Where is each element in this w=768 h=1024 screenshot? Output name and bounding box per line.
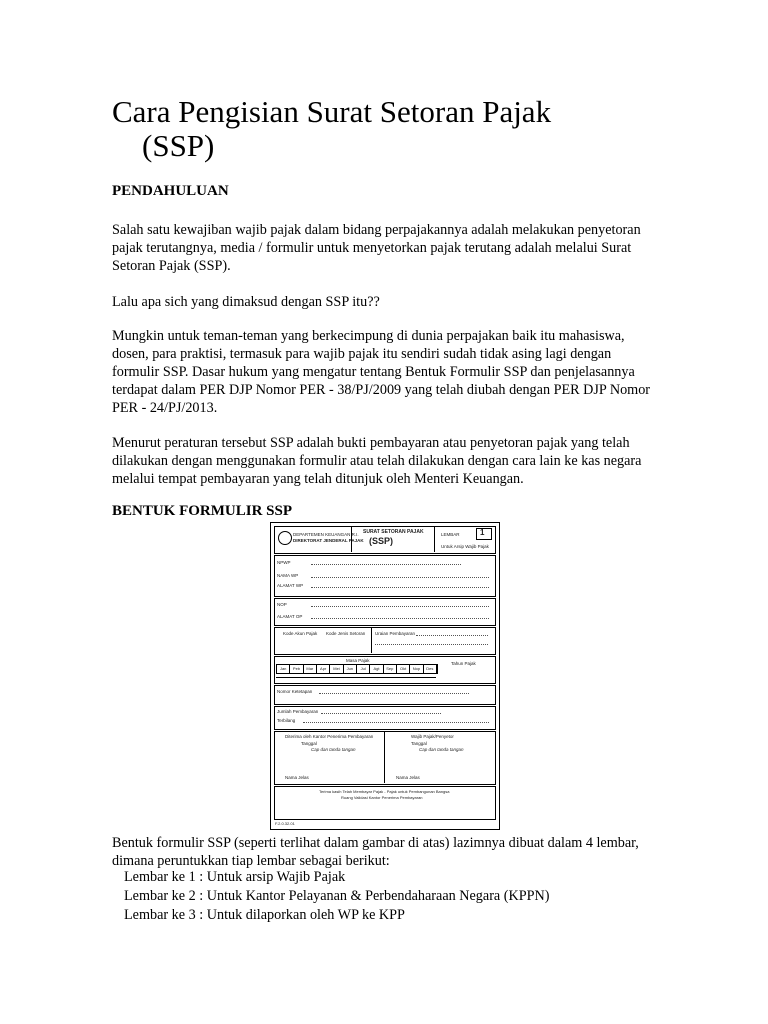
nop-label: NOP	[277, 602, 287, 607]
tanggal-left: Tanggal	[301, 741, 317, 746]
month-cell: Mar	[304, 665, 317, 673]
kode-akun-label: Kode Akun Pajak	[283, 631, 318, 636]
tanggal-right: Tanggal	[411, 741, 427, 746]
nama-jelas-left: Nama Jelas	[285, 775, 309, 780]
kode-jenis-label: Kode Jenis Setoran	[326, 631, 366, 636]
alamat-op-label: ALAMAT OP	[277, 614, 303, 619]
page-title	[112, 95, 632, 163]
footer-line-1: Terima kasih Telah Membayar Pajak - Pajak untuk Pembangunan Bangsa	[319, 789, 450, 794]
tahun-pajak-label: Tahun Pajak	[451, 661, 476, 666]
list-item: Lembar ke 2 : Untuk Kantor Pelayanan & Perbendaharaan Negara (KPPN)	[124, 888, 550, 904]
paragraph-2: Lalu apa sich yang dimaksud dengan SSP itu??	[112, 294, 380, 310]
month-cell: Apr	[317, 665, 330, 673]
paragraph-4: Menurut peraturan tersebut SSP adalah bukti pembayaran atau penyetoran pajak yang telah dilakukan dengan menggunakan formulir atau telah dilakukan dengan cara lain ke kas negara melalui tempat pembayaran yang telah ditunjuk oleh Menteri Keuangan.	[112, 435, 642, 487]
wajib-pajak-label: Wajib Pajak/Penyetor	[411, 734, 454, 739]
list-item: Lembar ke 1 : Untuk arsip Wajib Pajak	[124, 869, 346, 885]
ministry-logo-icon	[278, 531, 292, 545]
paragraph-1: Salah satu kewajiban wajib pajak dalam bidang perpajakannya adalah melakukan penyetoran pajak terutangnya, media / formulir untuk menyetorkan pajak terutang adalah melalui Surat Setoran Pajak (SSP).	[112, 222, 641, 274]
directorate-text: DIREKTORAT JENDERAL PAJAK	[293, 538, 364, 543]
nama-wp-label: NAMA WP	[277, 573, 299, 578]
month-cell: Sep	[384, 665, 397, 673]
title-line-1: Cara Pengisian Surat Setoran Pajak	[112, 94, 552, 129]
lembar-number: 1	[480, 528, 485, 537]
paragraph-3: Mungkin untuk teman-teman yang berkecimpung di dunia perpajakan baik itu mahasiswa, dosen, para praktisi, termasuk para wajib pajak itu sendiri sudah tidak asing lagi dengan formulir SSP. Dasar hukum yang mengatur tentang Bentuk Formulir SSP dan penjelasannya terdapat dalam PER DJP Nomor PER - 38/PJ/2009 yang telah diubah dengan PER DJP Nomor PER - 24/PJ/2013.	[112, 328, 651, 416]
form-title: SURAT SETORAN PAJAK	[363, 529, 424, 535]
month-cell: Agt	[370, 665, 383, 673]
footer-line-2: Ruang Validasi Kantor Penerima Pembayaran	[341, 795, 423, 800]
npwp-label: NPWP	[277, 560, 291, 565]
list-item: Lembar ke 3 : Untuk dilaporkan oleh WP ke KPP	[124, 907, 405, 923]
masa-pajak-label: Masa Pajak	[346, 658, 370, 663]
ssp-form-image	[270, 522, 500, 830]
cap-left: Cap dan tanda tangan	[311, 747, 356, 752]
nama-jelas-right: Nama Jelas	[396, 775, 420, 780]
dept-text: DEPARTEMEN KEUANGAN R.I.	[293, 532, 359, 537]
terbilang-label: Terbilang	[277, 718, 296, 723]
lembar-label: LEMBAR	[441, 532, 460, 537]
paragraph-5: Bentuk formulir SSP (seperti terlihat dalam gambar di atas) lazimnya dibuat dalam 4 lembar, dimana peruntukkan tiap lembar sebagai berikut:	[112, 835, 639, 869]
month-cell: Des	[424, 665, 437, 673]
section-heading-pendahuluan: PENDAHULUAN	[112, 183, 229, 199]
jumlah-label: Jumlah Pembayaran	[277, 709, 319, 714]
month-cell: Peb	[290, 665, 303, 673]
month-cell: Okt	[397, 665, 410, 673]
form-abbr: (SSP)	[369, 536, 394, 546]
form-code: F.2.0.32.01	[275, 821, 295, 826]
section-heading-bentuk: BENTUK FORMULIR SSP	[112, 503, 293, 519]
diterima-label: Diterima oleh Kantor Penerima Pembayaran	[285, 734, 374, 739]
cap-right: Cap dan tanda tangan	[419, 747, 464, 752]
month-cell: Jul	[357, 665, 370, 673]
alamat-wp-label: ALAMAT WP	[277, 583, 304, 588]
months-row	[276, 664, 438, 674]
month-cell: Jan	[277, 665, 290, 673]
title-line-2: (SSP)	[142, 128, 215, 163]
uraian-label: Uraian Pembayaran	[375, 631, 416, 636]
lembar-note: Untuk Arsip Wajib Pajak	[441, 544, 489, 549]
month-cell: Jun	[344, 665, 357, 673]
nomor-ketetapan-label: Nomor Ketetapan	[277, 689, 313, 694]
month-cell: Mei	[330, 665, 343, 673]
month-cell: Nop	[410, 665, 423, 673]
